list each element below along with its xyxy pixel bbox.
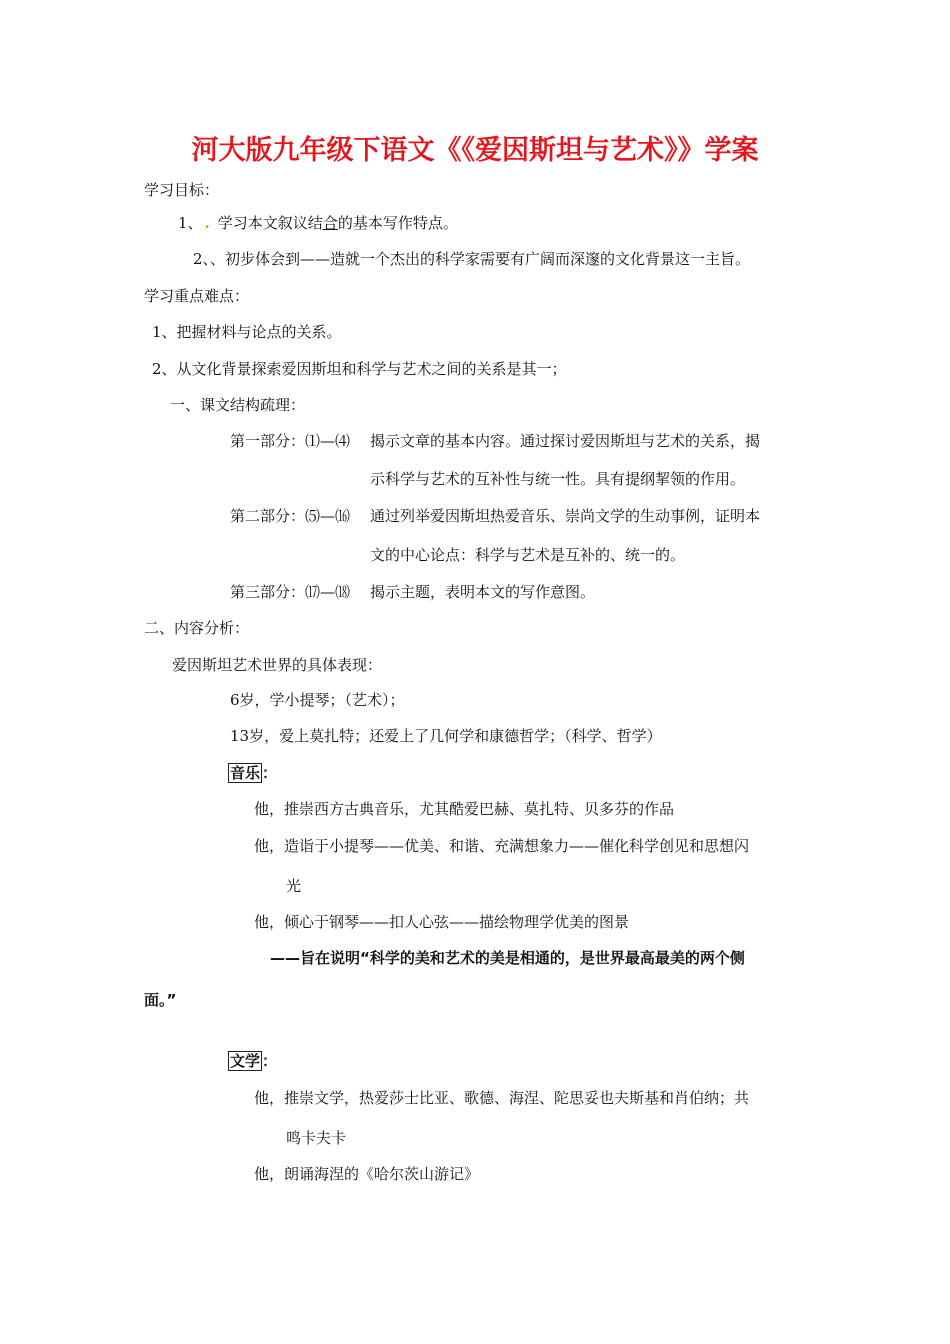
music-item-2-line-2: 光 xyxy=(286,877,302,895)
music-heading xyxy=(228,763,277,783)
goal-1 xyxy=(178,213,458,233)
part-3-line-1: 揭示主题，表明本文的写作意图。 xyxy=(370,583,596,601)
part-2-line-1: 通过列举爱因斯坦热爱音乐、崇尚文学的生动事例，证明本 xyxy=(370,507,761,525)
part-1-line-1: 揭示文章的基本内容。通过探讨爱因斯坦与艺术的关系，揭 xyxy=(370,432,761,450)
goal-1-text-mid: 合 xyxy=(322,214,338,232)
quote-line-2: 面。” xyxy=(144,991,177,1009)
literature-label: 文学 xyxy=(230,1052,261,1070)
music-item-2-line-1: 他，造诣于小提琴——优美、和谐、充满想象力——催化科学创见和思想闪 xyxy=(254,837,750,855)
music-label: 音乐 xyxy=(230,764,261,782)
goal-2: 2、、初步体会到——造就一个杰出的科学家需要有广阔而深邃的文化背景这一主旨。 xyxy=(193,250,751,268)
document-title: 河大版九年级下语文《《爱因斯坦与艺术》》学案 xyxy=(191,135,759,166)
goal-1-mark: . xyxy=(204,214,210,232)
goals-heading: 学习目标： xyxy=(144,181,220,199)
section-1-heading: 一、课文结构疏理： xyxy=(170,396,306,414)
art-intro: 爱因斯坦艺术世界的具体表现： xyxy=(172,656,383,674)
goal-1-text-b: 的基本写作特点。 xyxy=(337,214,458,232)
part-3-label: 第三部分：⒄—⒅ xyxy=(230,583,351,601)
age-13-item: 13岁，爱上莫扎特；还爱上了几何学和康德哲学；（科学、哲学） xyxy=(230,727,662,745)
music-item-1: 他，推崇西方古典音乐，尤其酷爱巴赫、莫扎特、贝多芬的作品 xyxy=(254,800,675,818)
literature-item-1-line-2: 鸣卡夫卡 xyxy=(286,1129,347,1147)
literature-colon: ： xyxy=(262,1052,278,1070)
music-item-3: 他，倾心于钢琴——扣人心弦——描绘物理学优美的图景 xyxy=(254,913,630,931)
section-2-heading: 二、内容分析： xyxy=(144,619,250,637)
age-6-item: 6岁，学小提琴；（艺术）； xyxy=(230,691,405,709)
literature-item-2: 他，朗诵海涅的《哈尔茨山游记》 xyxy=(254,1165,480,1183)
part-1-line-2: 示科学与艺术的互补性与统一性。具有提纲挈领的作用。 xyxy=(370,470,746,488)
part-2-label: 第二部分：⑸—⒃ xyxy=(230,507,351,525)
goal-1-number: 1、 xyxy=(178,214,203,232)
literature-item-1-line-1: 他，推崇文学，热爱莎士比亚、歌德、海涅、陀思妥也夫斯基和肖伯纳；共 xyxy=(254,1089,750,1107)
music-colon: ： xyxy=(262,764,278,782)
part-2-line-2: 文的中心论点：科学与艺术是互补的、统一的。 xyxy=(370,546,686,564)
literature-heading xyxy=(228,1051,277,1071)
quote-line-1: ——旨在说明“科学的美和艺术的美是相通的，是世界最高最美的两个侧 xyxy=(270,949,745,967)
goal-1-text-a: 学习本文叙议结 xyxy=(217,214,323,232)
keypoints-heading: 学习重点难点： xyxy=(144,287,250,305)
part-1-label: 第一部分：⑴—⑷ xyxy=(230,432,351,450)
keypoint-1: 1、把握材料与论点的关系。 xyxy=(152,323,342,341)
keypoint-2: 2、从文化背景探索爱因斯坦和科学与艺术之间的关系是其一； xyxy=(152,360,567,378)
